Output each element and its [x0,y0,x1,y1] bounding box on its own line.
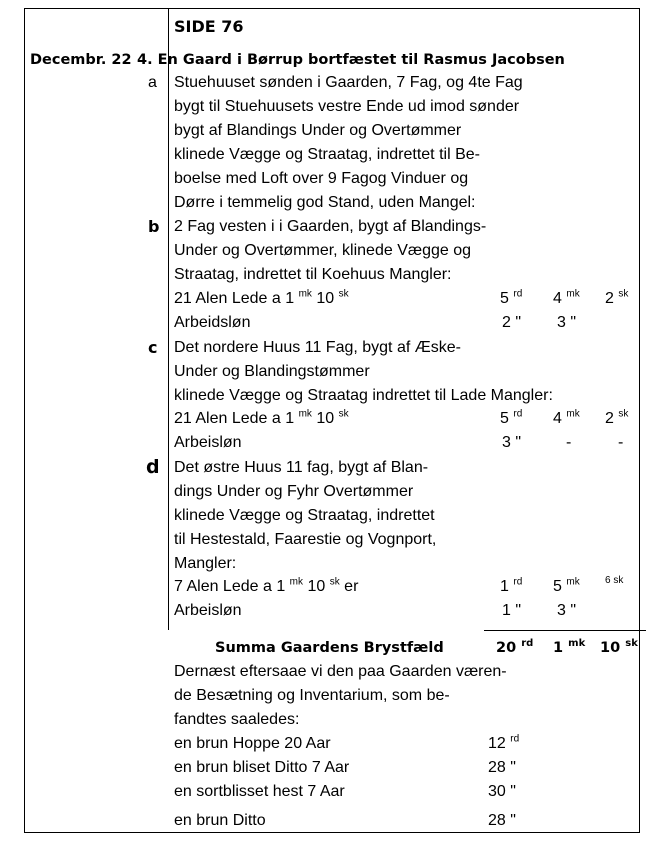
inventory-item-label: en sortblisset hest 7 Aar [174,783,345,800]
item-text: 21 Alen Lede a 1 [174,410,295,427]
item-line-arbeid: Arbeidsløn [174,314,251,331]
inventory-item-label: en brun Ditto [174,812,266,829]
text-line: bygt til Stuehuusets vestre Ende ud imod sønder [174,98,520,115]
text-line: 2 Fag vesten i i Gaarden, bygt af Blandings- [174,218,487,235]
amount-rd: 3 " [502,434,522,451]
text-line: Stuehuuset sønden i Gaarden, 7 Fag, og 4te Fag [174,74,523,91]
amount-mk: 4 $^{mk}$ [553,408,580,427]
amount-rd: 1 " [502,602,522,619]
amount-mk: - [566,434,572,451]
text-line: boelse med Loft over 9 Fagog Vinduer og [174,170,469,187]
entry-date: Decembr. 22 [30,52,132,68]
text-line: Dørre i temmelig god Stand, uden Mangel: [174,194,476,211]
amount-mk: 3 " [557,314,577,331]
text-line: fandtes saaledes: [174,711,300,728]
summa-rd: 20 $^{rd}$ [496,638,534,656]
text-line: klinede Vægge og Straatag, indrettet til Be- [174,146,480,163]
text-line: bygt af Blandings Under og Overtømmer [174,122,462,139]
item-text: 21 Alen Lede a 1 [174,290,295,307]
text-line: Under og Blandingstømmer [174,363,370,380]
text-line: Under og Overtømmer, klinede Vægge og [174,242,472,259]
amount-rd: 2 " [502,314,522,331]
item-number: 10 [316,410,335,427]
text-line: til Hestestald, Faarestie og Vognport, [174,531,437,548]
summa-sk: 10 $^{sk}$ [600,638,638,656]
text-line: klinede Vægge og Straatag indrettet til Lade Mangler: [174,387,553,404]
item-number: 10 [316,290,335,307]
inventory-item-label: en brun Hoppe 20 Aar [174,735,331,752]
text-line: dings Under og Fyhr Overtømmer [174,483,414,500]
summa-mk: 1 $^{mk}$ [553,638,586,656]
inventory-item-label: en brun bliset Ditto 7 Aar [174,759,350,776]
inventory-item-value: 28 " [488,812,516,829]
text-line: de Besætning og Inventarium, som be- [174,687,450,704]
item-line-arbeid: Arbeisløn [174,434,242,451]
amount-rd: 5 $^{rd}$ [500,288,523,307]
item-text: 7 Alen Lede a 1 [174,578,286,595]
amount-sk: 2 $^{sk}$ [605,288,629,307]
text-line: Dernæst eftersaae vi den paa Gaarden væren- [174,663,507,680]
item-line-lede [174,410,349,428]
sum-rule [484,630,646,631]
margin-divider [168,8,169,630]
text-line: Det nordere Huus 11 Fag, bygt af Æske- [174,339,461,356]
item-line-arbeid: Arbeisløn [174,602,242,619]
unit-sk: sk [338,408,349,420]
summa-label: Summa Gaardens Brystfæld [215,640,444,656]
page-header: SIDE 76 [174,17,244,36]
section-letter-a: a [148,74,157,91]
text-line: Mangler: [174,555,237,572]
inventory-item-value: 28 " [488,759,516,776]
item-line-lede [174,290,349,308]
amount-mk: 5 $^{mk}$ [553,576,580,595]
amount-mk: 3 " [557,602,577,619]
section-letter-b: b [148,217,160,236]
unit-mk: mk [298,408,312,420]
item-number: 10 [307,578,326,595]
entry-title: 4. En Gaard i Børrup bortfæstet til Rasmus Jacobsen [137,52,565,68]
amount-sk: 6 sk [605,575,624,586]
section-letter-d: d [146,456,160,478]
unit-mk: mk [289,576,304,588]
text-line: klinede Vægge og Straatag, indrettet [174,507,435,524]
amount-sk: - [618,434,624,451]
amount-mk: 4 $^{mk}$ [553,288,580,307]
unit-sk: sk [338,288,349,300]
unit-mk: mk [298,288,312,300]
section-letter-c: c [148,338,158,357]
amount-sk: 2 $^{sk}$ [605,408,629,427]
inventory-item-value: 30 " [488,783,516,800]
item-line-lede [174,578,358,596]
item-word: er [344,578,359,595]
text-line: Det østre Huus 11 fag, bygt af Blan- [174,459,429,476]
inventory-item-value: 12 $^{rd}$ [488,733,520,752]
amount-rd: 5 $^{rd}$ [500,408,523,427]
amount-rd: 1 $^{rd}$ [500,576,523,595]
unit-sk: sk [329,576,340,588]
text-line: Straatag, indrettet til Koehuus Mangler: [174,266,452,283]
